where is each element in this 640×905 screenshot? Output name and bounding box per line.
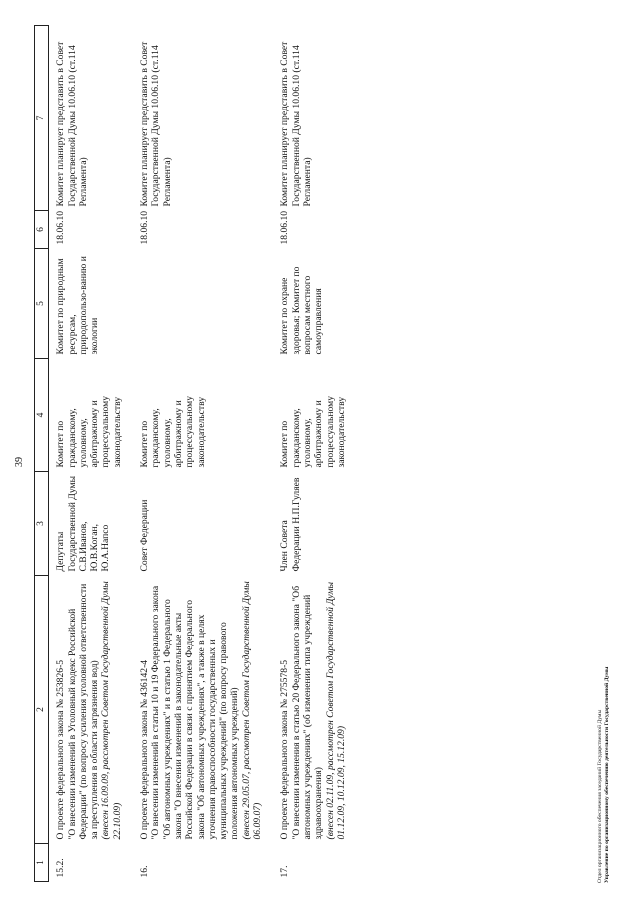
co-committees-cell — [133, 249, 273, 359]
column-header: 4 — [35, 359, 49, 472]
table-row — [273, 26, 357, 882]
initiator-cell: Член Совета Федерации Н.П.Гуляев — [279, 477, 302, 572]
bill-description: "О внесении изменений в статьи 10 и 19 Федерального закона "Об автономных учреждениях" и в статью 1 Федерального закона "О внесении изменений в законодательные акты Российской Федерации в связи с принятием Федерального закона "Об автономных учреждениях", а также в целях уточнения правоспособности государственных и муниципальных учреждений" (по вопросу правового положения автономных учреждений) — [150, 585, 241, 840]
row-number: 17. — [279, 865, 291, 878]
page-number: 39 — [14, 457, 25, 467]
bill-title: О проекте федерального закона № 436142-4 — [139, 659, 151, 840]
bill-note: (внесен 29.05.07, рассмотрен Советом Государственной Думы 06.09.07) — [240, 581, 264, 840]
column-header: 3 — [35, 472, 49, 576]
column-header: 1 — [35, 844, 49, 882]
bill-description: "О внесении изменений в Уголовный кодекс Российской Федерации" (по вопросу усиления уголовной ответственности за преступления в области загрязнения вод) — [66, 583, 101, 840]
table-row — [133, 26, 273, 882]
date-cell: 18.06.10 — [55, 210, 67, 245]
bill-cell — [49, 576, 133, 844]
column-header: 2 — [35, 576, 49, 844]
bill-cell — [273, 576, 357, 844]
committee-cell: Комитет по гражданскому, уголовному, арбитражному и процессуальному законодательству — [139, 395, 207, 468]
co-committees-cell: Комитет по природным ресурсам, природопользо-ванию и экологии — [55, 256, 101, 355]
row-number: 16. — [139, 865, 151, 878]
table-header-row — [35, 26, 49, 882]
date-cell: 18.06.10 — [279, 210, 291, 245]
column-header: 6 — [35, 211, 49, 249]
plan-cell: Комитет планирует представить в Совет Государственной Думы 10.06.10 (ст.114 Регламента) — [279, 41, 313, 207]
table-row — [49, 26, 133, 882]
committee-cell: Комитет по гражданскому, уголовному, арбитражному и процессуальному законодательству — [279, 395, 347, 468]
plan-cell: Комитет планирует представить в Совет Государственной Думы 10.06.10 (ст.114 Регламента) — [55, 41, 89, 207]
bill-description: "О внесении изменения в статью 20 Федерального закона "Об автономных учреждениях" (об изменении типа учреждений здравоохранения) — [290, 585, 325, 840]
bills-table — [34, 25, 357, 882]
co-committees-cell: Комитет по охране здоровья; Комитет по вопросам местного самоуправления — [279, 266, 325, 355]
footer-directorate: Управление по организационному обеспечению деятельности Государственной Думы — [604, 666, 610, 883]
initiator-cell: Депутаты Государственной Думы С.В.Иванов, Ю.В.Коган, Ю.А.Напсо — [55, 475, 112, 572]
column-header: 7 — [35, 26, 49, 211]
plan-cell: Комитет планирует представить в Совет Государственной Думы 10.06.10 (ст.114 Регламента) — [139, 41, 173, 207]
column-header: 5 — [35, 249, 49, 359]
initiator-cell: Совет Федерации — [139, 499, 151, 572]
bill-title: О проекте федерального закона № 253826-5 — [55, 659, 67, 840]
bill-cell — [133, 576, 273, 844]
bill-title: О проекте федерального закона № 275578-5 — [279, 659, 291, 840]
bill-note: (внесен 02.11.09, рассмотрен Советом Государственной Думы 01.12.09, 10.12.09, 15.12.09) — [324, 581, 347, 840]
committee-cell: Комитет по гражданскому, уголовному, арбитражному и процессуальному законодательству — [55, 395, 123, 468]
footer-department: Отдел организационного обеспечения заседаний Государственной Думы — [597, 709, 603, 883]
row-number: 15.2. — [55, 858, 67, 878]
date-cell: 18.06.10 — [139, 210, 151, 245]
bill-note: (внесен 16.09.09, рассмотрен Советом Государственной Думы 22.10.09) — [100, 581, 123, 840]
